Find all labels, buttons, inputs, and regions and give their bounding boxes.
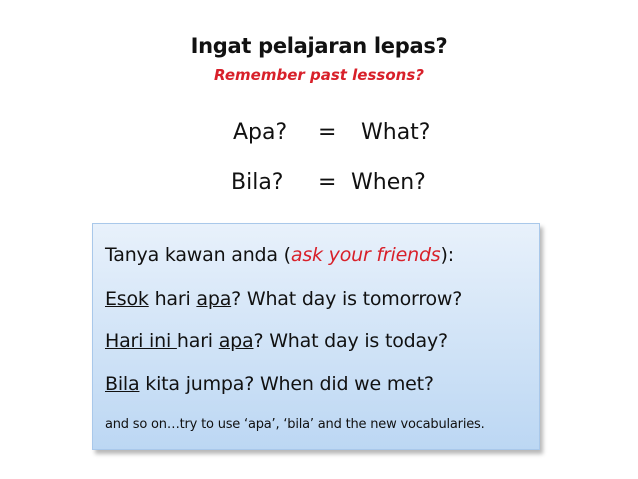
q3-rest: kita jumpa? When did we met? [139, 373, 434, 395]
vocab-malay-bila: Bila? [231, 170, 284, 195]
question-3 [105, 373, 434, 395]
q2-mid: hari [176, 330, 219, 352]
exercise-intro [105, 244, 454, 266]
exercise-box [92, 223, 540, 450]
intro-suffix: ): [440, 244, 454, 266]
q1-mid: hari [148, 288, 197, 310]
vocab-equals-2: = [318, 170, 337, 195]
question-2 [105, 330, 448, 352]
q1-word-esok: Esok [105, 288, 149, 310]
q2-rest: ? What day is today? [253, 330, 448, 352]
page-title: Ingat pelajaran lepas? [190, 34, 448, 58]
vocab-english-when: When? [351, 170, 426, 195]
q3-word-bila: Bila [105, 373, 140, 395]
intro-prefix: Tanya kawan anda ( [105, 244, 291, 266]
page-subtitle: Remember past lessons? [214, 66, 424, 84]
q2-word-hari-ini: Hari ini [105, 330, 177, 352]
exercise-note: and so on…try to use ‘apa’, ‘bila’ and the new vocabularies. [105, 417, 485, 432]
vocab-malay-apa: Apa? [233, 120, 288, 145]
q1-rest: ? What day is tomorrow? [231, 288, 463, 310]
intro-emphasis: ask your friends [290, 244, 441, 266]
vocab-equals-1: = [318, 120, 337, 145]
q1-word-apa: apa [196, 288, 232, 310]
question-1 [105, 288, 462, 310]
vocab-english-what: What? [361, 120, 431, 145]
q2-word-apa: apa [218, 330, 254, 352]
